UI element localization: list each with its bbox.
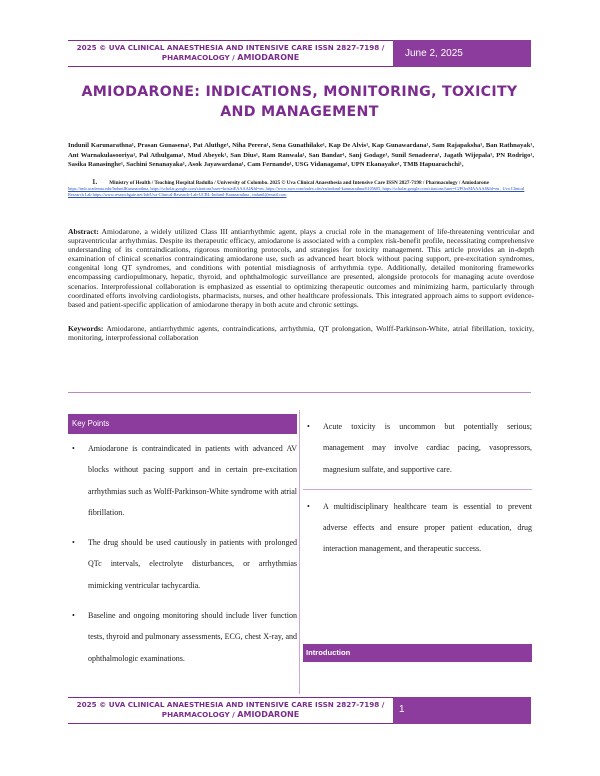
key-points-left-column <box>68 438 297 678</box>
key-points-heading: Key Points <box>68 414 297 434</box>
bullet-icon: • <box>72 538 75 548</box>
abstract <box>68 227 534 309</box>
journal-banner <box>68 40 393 67</box>
page-number: 1 <box>393 697 531 724</box>
article-title: AMIODARONE: INDICATIONS, MONITORING, TOXICITY AND MANAGEMENT <box>81 84 518 120</box>
key-point-text: Baseline and ongoing monitoring should include liver function tests, thyroid and pulmonary assessments, ECG, chest X-ray, and ophthalmologic examinations. <box>88 611 297 663</box>
key-point-text: A multidisciplinary healthcare team is essential to prevent adverse effects and ensure proper patient education, drug interaction management, and therapeutic success. <box>323 501 532 554</box>
key-points-right-column <box>303 416 532 569</box>
key-point-item <box>68 532 297 596</box>
key-point-divider <box>303 489 532 490</box>
affiliation-text: Ministry of Health / Teaching Hospital Badulla / University of Colombo. 2025 © Uva Clinical Anaesthesia and Intensive Care ISSN 2827-7198 / Pharmacology / Amiodarone <box>109 180 489 186</box>
key-point-text: Acute toxicity is uncommon but potentially serious; management may involve cardiac pacing, vasopressors, magnesium sulfate, and supportive care. <box>323 422 532 474</box>
journal-topic: AMIODARONE <box>237 53 300 62</box>
key-point-text: Amiodarone is contraindicated in patients with advanced AV blocks without pacing support and in certain pre-excitation arrhythmias such as Wolff-Parkinson-White syndrome with atrial fibrillation. <box>88 444 297 517</box>
footer-topic: AMIODARONE <box>237 710 300 719</box>
key-point-item <box>303 496 532 560</box>
key-point-text: The drug should be used cautiously in patients with prolonged QTc intervals, electrolyte disturbances, or arrhythmias mimicking ventricular tachycardia. <box>88 538 297 590</box>
affiliation-links[interactable]: https://tmb.academia.edu/IndunilKarunarathna, https://scholar.google.com/citations?user=brisiaiEAAAAJ&hl=en, https://www.ssrn.com/index.cfm/en/indunil-karunarathna/6105605, https://scholar.google.com/citations?user=CJPOrsMAAAAJ&hl=en , Uva Clinical Research Lab https://www.researchgate.net/lab/Uva-Clinical-Research-Lab-UCRL-Indunil-Karunarathna , indunil@email.com <box>68 186 525 198</box>
key-point-item <box>68 438 297 523</box>
author-list: Indunil Karunarathna¹, Prasan Gunasena¹, Pat Aluthge¹, Niha Perera¹, Sena Gunathilake¹, Kap De Alvis¹, Kap Gunawardana¹, Sam Rajapaksha¹, Ban Rathnayak¹, Ant Warnakulasooriya¹, Pal Athulgama¹, Mud Abeyek¹, San Dius¹, Ram Ranwala¹, San Bandar¹, Sanj Godage¹, Sunil Senadeera¹, Jagath Wijepala¹, PN Rodrigo¹, Sasika Ranasinghe¹, Sachini Senanayaka¹, Asok Jayawardana¹, Cam Fernando¹, USG Vidanagama¹, UPN Ekanayake¹, TMB Hapuarachchi¹, <box>68 142 534 169</box>
publication-date: June 2, 2025 <box>393 40 531 67</box>
abstract-label: Abstract: <box>68 227 99 236</box>
footer-banner <box>68 697 393 724</box>
page-header <box>68 40 531 67</box>
journal-section: PHARMACOLOGY / <box>161 53 238 62</box>
section-divider <box>68 392 531 393</box>
keywords-text: Amiodarone, antiarrhythmic agents, contraindications, arrhythmia, QT prolongation, Wolff-Parkinson-White, atrial fibrillation, toxicity, monitoring, interprofessional collaboration <box>68 324 534 343</box>
bullet-icon: • <box>72 611 75 621</box>
key-point-item <box>303 416 532 480</box>
abstract-text: Amiodarone, a widely utilized Class III antiarrhythmic agent, plays a crucial role in the management of life-threatening ventricular and supraventricular arrhythmias. Despite its therapeutic efficacy, amiodarone is associated with a complex risk-benefit profile, necessitating comprehensive understanding of its contraindications, rigorous monitoring protocols, and strategies for toxicity management. This article provides an in-depth examination of clinical scenarios contraindicating amiodarone use, such as advanced heart block without pacing support, pre-excitation syndromes, congenital long QT syndromes, and conditions with potential misdiagnosis of arrhythmia type. Additionally, detailed monitoring frameworks encompassing cardiopulmonary, hepatic, thyroid, and ophthalmologic surveillance are presented, alongside protocols for managing acute overdose scenarios. Interprofessional collaboration is emphasized as essential to optimizing therapeutic outcomes and minimizing harm, particularly through coordinated efforts involving cardiologists, pharmacists, nurses, and other healthcare professionals. This integrated approach aims to support evidence-based and patient-specific application of amiodarone therapy in both acute and chronic settings. <box>68 227 534 309</box>
journal-line-1: 2025 © UVA CLINICAL ANAESTHESIA AND INTENSIVE CARE ISSN 2827-7198 / <box>76 43 385 52</box>
affiliation <box>68 179 534 199</box>
introduction-heading: Introduction <box>303 644 532 662</box>
keywords-label: Keywords: <box>68 324 104 333</box>
bullet-icon: • <box>307 501 310 511</box>
affiliation-number: 1. <box>92 178 98 186</box>
key-point-item <box>68 605 297 669</box>
footer-line-1: 2025 © UVA CLINICAL ANAESTHESIA AND INTENSIVE CARE ISSN 2827-7198 / <box>76 700 385 709</box>
footer-section: PHARMACOLOGY / <box>161 710 238 719</box>
column-divider <box>299 410 300 694</box>
page-footer <box>68 697 531 724</box>
bullet-icon: • <box>307 422 310 431</box>
journal-line-2 <box>68 53 393 63</box>
footer-line-2 <box>68 710 393 720</box>
keywords <box>68 324 534 342</box>
bullet-icon: • <box>72 444 75 453</box>
